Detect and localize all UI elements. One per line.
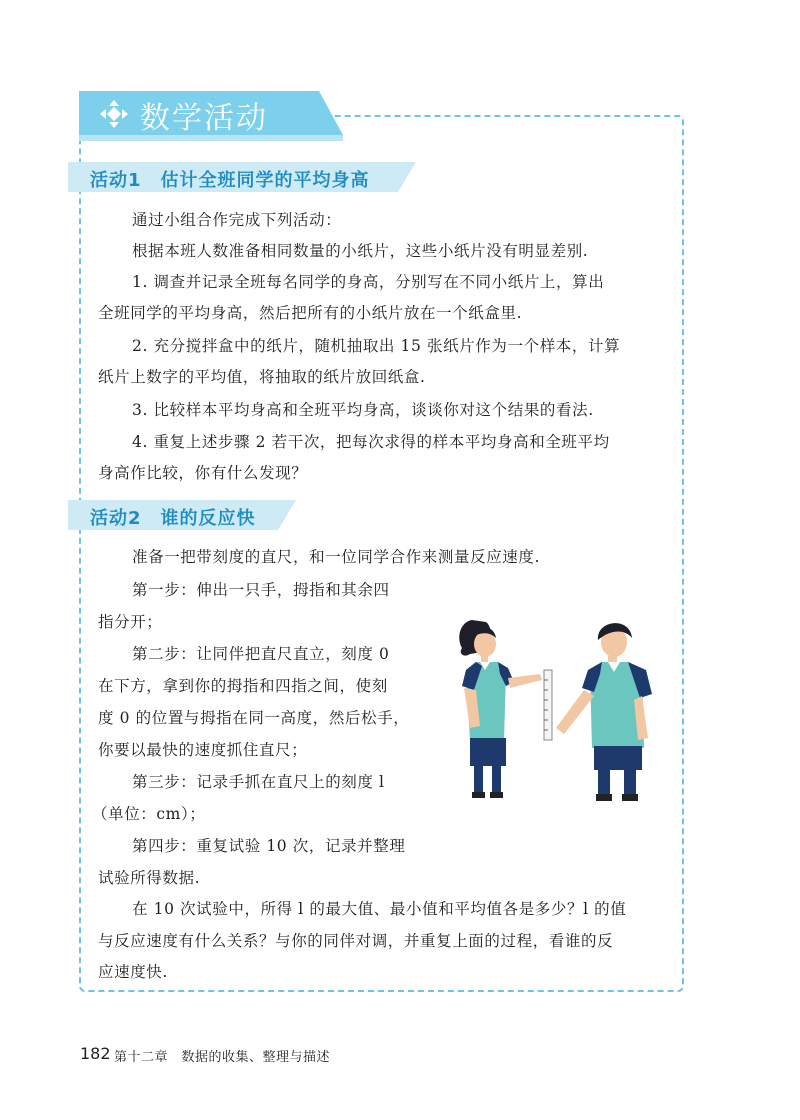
activity2-line: 度 0 的位置与拇指在同一高度，然后松手， bbox=[98, 709, 410, 727]
activity1-line: 通过小组合作完成下列活动： bbox=[132, 211, 342, 229]
activity1-line: 3. 比较样本平均身高和全班平均身高，谈谈你对这个结果的看法. bbox=[132, 401, 594, 419]
boy-figure bbox=[556, 623, 652, 801]
activity2-line: 第四步：重复试验 10 次，记录并整理 bbox=[132, 837, 406, 855]
activity2-line: 应速度快. bbox=[98, 963, 168, 981]
activity2-line: 第二步：让同伴把直尺直立，刻度 0 bbox=[132, 645, 390, 663]
activity2-line: 试验所得数据. bbox=[98, 869, 201, 887]
activity2-line: 与反应速度有什么关系？与你的同伴对调，并重复上面的过程，看谁的反 bbox=[98, 932, 614, 950]
activity1-line: 身高作比较，你有什么发现？ bbox=[98, 464, 308, 482]
activity2-line: 第三步：记录手抓在直尺上的刻度 l bbox=[132, 773, 385, 791]
activity2-line: 你要以最快的速度抓住直尺； bbox=[98, 741, 308, 759]
activity1-line: 全班同学的平均身高，然后把所有的小纸片放在一个纸盒里. bbox=[98, 304, 523, 322]
activity2-line: 在下方，拿到你的拇指和四指之间，使刻 bbox=[98, 677, 388, 695]
page-title: 数学活动 bbox=[140, 101, 268, 136]
diamond-arrows-icon bbox=[98, 98, 130, 130]
activity2-line: 在 10 次试验中，所得 l 的最大值、最小值和平均值各是多少？l 的值 bbox=[132, 900, 627, 918]
activity1-line: 2. 充分搅拌盒中的纸片，随机抽取出 15 张纸片作为一个样本，计算 bbox=[132, 337, 621, 355]
activity2-title: 活动2 谁的反应快 bbox=[90, 508, 256, 529]
activity1-line: 1. 调查并记录全班每名同学的身高，分别写在不同小纸片上，算出 bbox=[132, 273, 605, 291]
activity1-line: 纸片上数字的平均值，将抽取的纸片放回纸盒. bbox=[98, 368, 426, 386]
activity2-line: 准备一把带刻度的直尺，和一位同学合作来测量反应速度. bbox=[132, 548, 541, 566]
page-number: 182 bbox=[80, 1044, 111, 1063]
activity2-line: 指分开； bbox=[98, 613, 163, 631]
students-ruler-illustration bbox=[452, 608, 668, 808]
activity2-line: （单位：cm）； bbox=[92, 805, 206, 823]
activity1-title: 活动1 估计全班同学的平均身高 bbox=[90, 170, 370, 191]
activity1-line: 4. 重复上述步骤 2 若干次，把每次求得的样本平均身高和全班平均 bbox=[132, 433, 610, 451]
activity2-line: 第一步：伸出一只手，拇指和其余四 bbox=[132, 581, 390, 599]
ruler bbox=[544, 670, 552, 740]
chapter-title: 第十二章 数据的收集、整理与描述 bbox=[114, 1050, 331, 1065]
activity1-line: 根据本班人数准备相同数量的小纸片，这些小纸片没有明显差别. bbox=[132, 242, 589, 260]
girl-figure bbox=[459, 620, 542, 798]
